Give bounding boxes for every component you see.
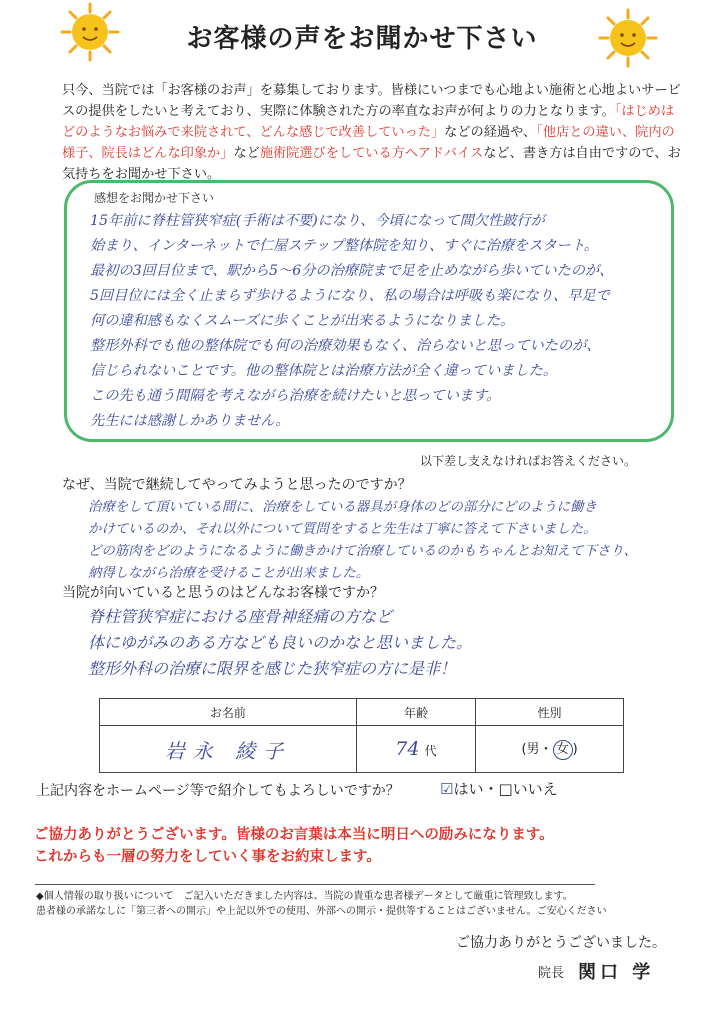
no-label: いいえ	[512, 780, 558, 798]
handwritten-line: 脊柱管狭窄症における座骨神経痛の方など	[88, 607, 393, 626]
yes-label: はい	[453, 780, 484, 798]
handwritten-line: 信じられないことです。他の整体院とは治療方法が全く違っていました。	[90, 363, 558, 379]
name-header: お名前	[100, 699, 357, 726]
customer-info-table	[99, 698, 624, 773]
privacy-notice: ◆個人情報の取り扱いについて ご記入いただきました内容は、当院の貴重な患者様データとして厳重に管理致します。 患者様の承諾なしに「第三者への開示」や上記以外での使用、外部への開示・提供等することはございません。ご安心ください	[36, 891, 607, 917]
handwritten-line: この先も通う間隔を考えながら治療を続けたいと思っています。	[90, 388, 501, 404]
director-name: 関口 学	[578, 962, 655, 983]
divider	[35, 884, 595, 885]
age-value: 74	[395, 738, 420, 760]
gender-cell: (男・ 女 )	[476, 726, 624, 773]
name-cell	[100, 726, 357, 773]
handwritten-line: 体にゆがみのある方なども良いのかなと思いました。	[88, 633, 473, 652]
intro-paragraph: 只今、当院では「お客様のお声」を募集しております。皆様にいつまでも心地よい施術と心地よいサービスの提供をしたいと考えており、実際に体験された方の率直なお声が何よりの力となります。「はじめはどのようなお悩みで来院されて、どんな感じで改善していった」などの経過や、「他店との違い、院内の様子、院長はどんな印象か」など施術院選びをしている方へアドバイスなど、書き方は自由ですので、お気持ちをお聞かせ下さい。	[62, 83, 681, 182]
handwritten-line: 整形外科の治療に限界を感じた狭窄症の方に是非！	[88, 659, 457, 678]
gender-male: 男	[526, 742, 540, 757]
handwritten-line: 整形外科でも他の整体院でも何の治療効果もなく、治らないと思っていたのが、	[90, 338, 601, 354]
name-value: 岩永 綾子	[164, 738, 292, 763]
consent-question: 上記内容をホームページ等で紹介してもよろしいですか？	[36, 783, 400, 799]
no-checkbox[interactable]: □	[498, 780, 513, 798]
question-suitable-customer: 当院が向いていると思うのはどんなお客様ですか？	[62, 585, 384, 601]
page-title: お客様の声をお聞かせ下さい	[186, 24, 538, 54]
handwritten-line: 最初の3回目位まで、駅から5〜6分の治療院まで足を止めながら歩いていたのが、	[90, 263, 614, 279]
closing-thanks: ご協力ありがとうございました。	[456, 935, 666, 951]
optional-note: 以下差し支えなければお答えください。	[419, 454, 636, 468]
age-header: 年齢	[356, 699, 475, 726]
consent-options: ☑はい・□いいえ	[440, 780, 558, 798]
age-cell	[356, 726, 475, 773]
handwritten-line: 15年前に脊柱管狭窄症(手術は不要)になり、今頃になって間欠性跛行が	[90, 213, 545, 229]
thanks-message: ご協力ありがとうございます。皆様のお言葉は本当に明日への励みになります。 これからも一層の努力をしていく事をお約束します。	[34, 827, 554, 865]
handwritten-line: 始まり、インターネットで仁屋ステップ整体院を知り、すぐに治療をスタート。	[90, 238, 598, 254]
yes-checkbox[interactable]: ☑	[440, 780, 454, 798]
impressions-label: 感想をお聞かせ下さい	[94, 191, 215, 205]
director-title: 院長	[538, 966, 565, 981]
handwritten-line: かけているのか、それ以外について質問をすると先生は丁寧に答えて下さいました。	[88, 522, 597, 537]
handwritten-line: 何の違和感もなくスムーズに歩くことが出来るようになりました。	[90, 313, 515, 329]
handwritten-line: 納得しながら治療を受けることが出来ました。	[88, 566, 370, 581]
question-why-continue: なぜ、当院で継続してやってみようと思ったのですか？	[62, 477, 412, 493]
handwritten-line: 5回目位には全く止まらず歩けるようになり、私の場合は呼吸も楽になり、早足で	[90, 288, 610, 304]
gender-header: 性別	[476, 699, 624, 726]
handwritten-line: 治療をして頂いている間に、治療をしている器具が身体のどの部分にどのように働き	[88, 500, 597, 515]
handwritten-line: どの筋肉をどのようになるように働きかけて治療しているのかもちゃんとお知えて下さり、	[88, 544, 638, 559]
age-unit: 代	[424, 744, 437, 758]
gender-female-circled: 女	[553, 740, 573, 760]
handwritten-line: 先生には感謝しかありません。	[90, 413, 290, 429]
